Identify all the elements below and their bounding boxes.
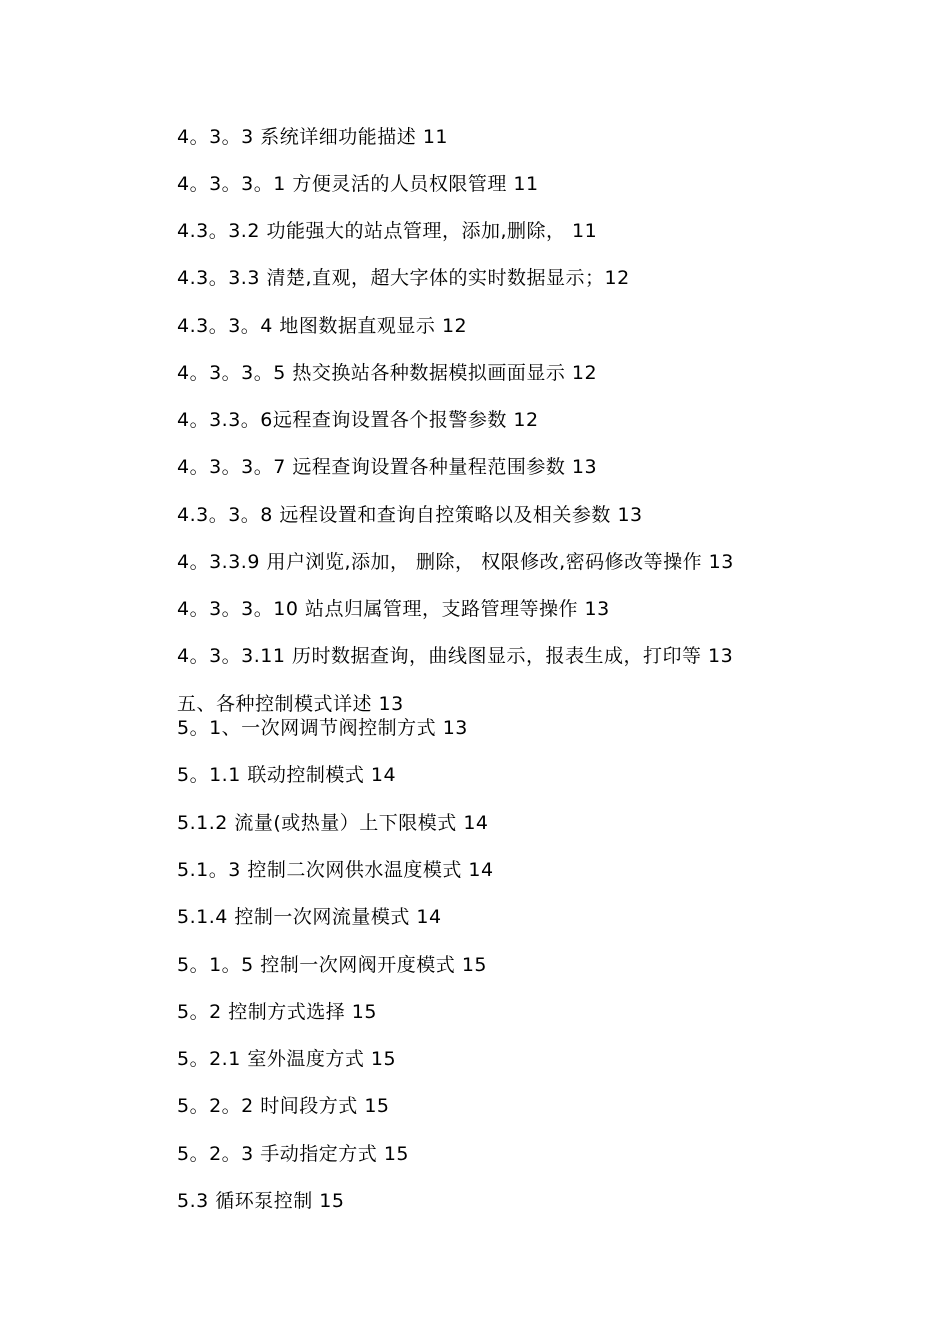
toc-entry-4-3-3-9: 4。3.3.9 用户浏览,添加， 删除， 权限修改,密码修改等操作 13 <box>177 551 734 573</box>
toc-entry-4-3-3: 4。3。3 系统详细功能描述 11 <box>177 126 449 148</box>
toc-entry-4-3-3-6: 4。3.3。6远程查询设置各个报警参数 12 <box>177 409 539 431</box>
toc-entry-4-3-3-5: 4。3。3。5 热交换站各种数据模拟画面显示 12 <box>177 362 598 384</box>
toc-entry-5-1-4: 5.1.4 控制一次网流量模式 14 <box>177 906 442 928</box>
toc-entry-5-1: 5。1、一次网调节阀控制方式 13 <box>177 717 468 739</box>
toc-entry-5-2: 5。2 控制方式选择 15 <box>177 1001 377 1023</box>
toc-entry-4-3-3-11: 4。3。3.11 历时数据查询，曲线图显示，报表生成，打印等 13 <box>177 645 734 667</box>
toc-entry-5-3: 5.3 循环泵控制 15 <box>177 1190 345 1212</box>
toc-entry-5-1-1: 5。1.1 联动控制模式 14 <box>177 764 397 786</box>
toc-entry-4-3-3-4: 4.3。3。4 地图数据直观显示 12 <box>177 315 468 337</box>
toc-entry-5-1-2: 5.1.2 流量(或热量）上下限模式 14 <box>177 812 489 834</box>
toc-entry-5-1-5: 5。1。5 控制一次网阀开度模式 15 <box>177 954 488 976</box>
toc-entry-5-2-2: 5。2。2 时间段方式 15 <box>177 1095 390 1117</box>
toc-entry-5-2-1: 5。2.1 室外温度方式 15 <box>177 1048 397 1070</box>
toc-entry-4-3-3-8: 4.3。3。8 远程设置和查询自控策略以及相关参数 13 <box>177 504 643 526</box>
toc-entry-4-3-3-3: 4.3。3.3 清楚,直观，超大字体的实时数据显示；12 <box>177 267 630 289</box>
toc-entry-5-1-3: 5.1。3 控制二次网供水温度模式 14 <box>177 859 494 881</box>
table-of-contents <box>177 0 917 1344</box>
toc-entry-5-2-3: 5。2。3 手动指定方式 15 <box>177 1143 410 1165</box>
toc-entry-4-3-3-2: 4.3。3.2 功能强大的站点管理，添加,删除， 11 <box>177 220 598 242</box>
toc-entry-4-3-3-7: 4。3。3。7 远程查询设置各种量程范围参数 13 <box>177 456 598 478</box>
toc-entry-chapter-5: 五、各种控制模式详述 13 <box>177 693 404 715</box>
toc-entry-4-3-3-1: 4。3。3。1 方便灵活的人员权限管理 11 <box>177 173 539 195</box>
toc-entry-4-3-3-10: 4。3。3。10 站点归属管理，支路管理等操作 13 <box>177 598 610 620</box>
